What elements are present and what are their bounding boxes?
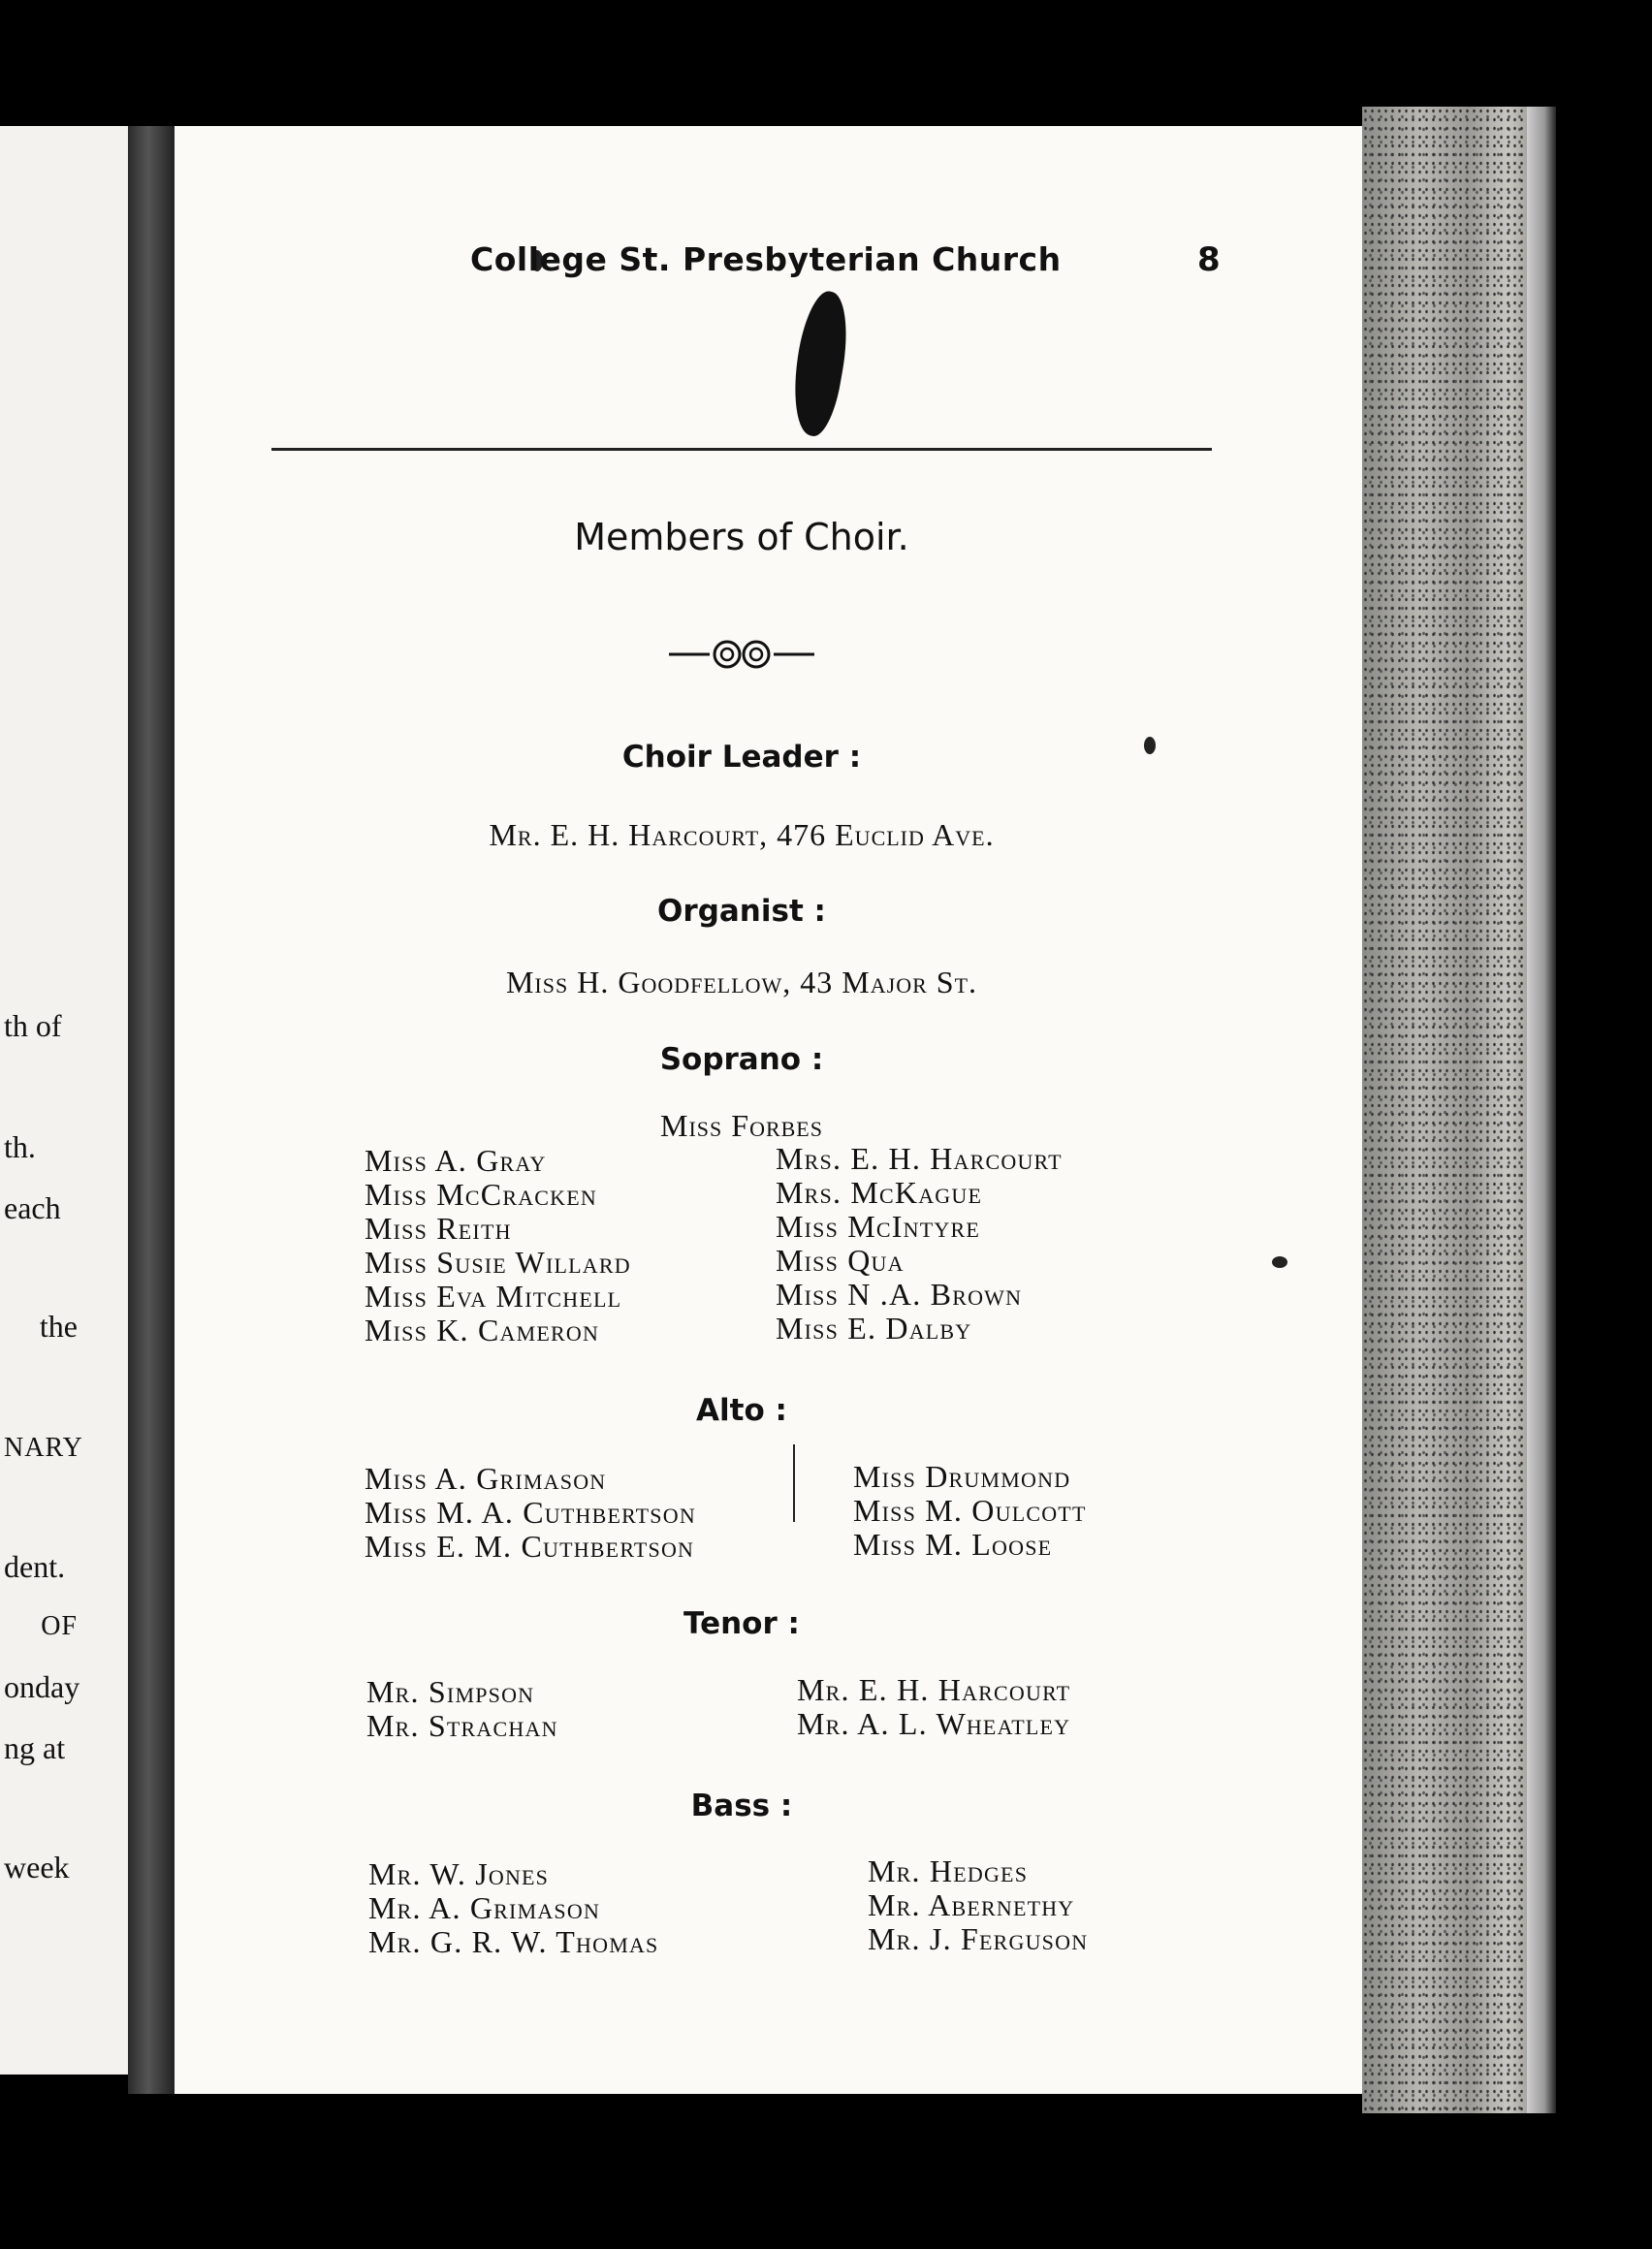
soprano-right-column — [776, 1142, 1063, 1346]
choir-member: Miss E. Dalby — [776, 1311, 972, 1346]
choir-member: Mr. W. Jones — [368, 1856, 550, 1891]
choir-member: Mr. Simpson — [366, 1674, 535, 1709]
alto-column-divider — [793, 1444, 795, 1522]
facing-page-fragment: NARY — [4, 1433, 83, 1463]
choir-member: Mr. A. Grimason — [368, 1890, 601, 1925]
running-header — [97, 240, 1221, 279]
facing-page-fragment: th. — [4, 1129, 36, 1164]
ornament-icon — [669, 635, 814, 674]
choir-member: Miss Drummond — [853, 1459, 1071, 1494]
choir-member: Miss Qua — [776, 1243, 905, 1278]
book-gutter — [128, 126, 178, 2094]
choir-member: Miss A. Gray — [365, 1143, 547, 1178]
choir-member: Mr. Hedges — [868, 1853, 1029, 1888]
choir-member: Mrs. McKague — [776, 1175, 983, 1210]
tenor-heading: Tenor : — [683, 1606, 800, 1641]
facing-page-fragment: onday — [4, 1669, 80, 1704]
choir-member: Miss M. A. Cuthbertson — [365, 1495, 696, 1530]
header-title: College St. Presbyterian Church — [470, 240, 1062, 278]
ink-speck — [1272, 1256, 1287, 1268]
header-rule — [271, 448, 1212, 451]
choir-member: Miss M. Oulcott — [853, 1493, 1087, 1528]
soprano-center-entry: Miss Forbes — [660, 1108, 823, 1143]
choir-member: Miss McCracken — [365, 1177, 597, 1212]
choir-leader-entry: Mr. E. H. Harcourt, 476 Euclid Ave. — [489, 817, 995, 852]
choir-member: Miss Eva Mitchell — [365, 1279, 622, 1314]
choir-member: Miss A. Grimason — [365, 1461, 607, 1496]
page-number: 8 — [1197, 240, 1221, 279]
alto-left-column — [365, 1462, 696, 1564]
alto-right-column — [853, 1460, 1087, 1562]
facing-page-fragment: th of — [4, 1008, 62, 1043]
facing-page-fragment: OF — [41, 1611, 78, 1641]
facing-page-left — [0, 126, 145, 2075]
facing-page-fragment: ng at — [4, 1730, 66, 1765]
tenor-left-column — [366, 1675, 558, 1743]
choir-leader-heading: Choir Leader : — [621, 740, 862, 775]
choir-member: Miss E. M. Cuthbertson — [365, 1529, 695, 1564]
choir-member: Mr. E. H. Harcourt — [797, 1672, 1071, 1707]
choir-member: Mr. Abernethy — [868, 1887, 1075, 1922]
choir-member: Mr. G. R. W. Thomas — [368, 1924, 659, 1959]
choir-member: Miss McIntyre — [776, 1209, 980, 1244]
facing-page-fragment: dent. — [4, 1549, 66, 1584]
facing-page-fragment: each — [4, 1190, 61, 1225]
organist-heading: Organist : — [657, 894, 826, 929]
organist-entry: Miss H. Goodfellow, 43 Major St. — [505, 965, 978, 999]
choir-member: Miss Susie Willard — [365, 1245, 631, 1280]
bass-left-column — [368, 1857, 659, 1959]
facing-page-fragment: the — [39, 1309, 78, 1344]
bass-heading: Bass : — [690, 1789, 793, 1823]
soprano-left-column — [365, 1144, 631, 1347]
alto-heading: Alto : — [696, 1393, 787, 1428]
tenor-right-column — [797, 1673, 1070, 1741]
choir-member: Miss N .A. Brown — [776, 1277, 1023, 1312]
choir-member: Mrs. E. H. Harcourt — [776, 1141, 1063, 1176]
choir-member: Mr. Strachan — [366, 1708, 558, 1743]
page-title: Members of Choir. — [574, 516, 909, 558]
choir-member: Miss K. Cameron — [365, 1313, 600, 1347]
choir-member: Mr. J. Ferguson — [868, 1921, 1089, 1956]
bass-right-column — [868, 1854, 1088, 1956]
facing-page-fragment: week — [4, 1850, 70, 1885]
choir-member: Miss M. Loose — [853, 1527, 1053, 1562]
choir-member: Miss Reith — [365, 1211, 512, 1246]
page-edges — [1362, 107, 1556, 2113]
choir-member: Mr. A. L. Wheatley — [797, 1706, 1071, 1741]
soprano-heading: Soprano : — [659, 1042, 824, 1077]
